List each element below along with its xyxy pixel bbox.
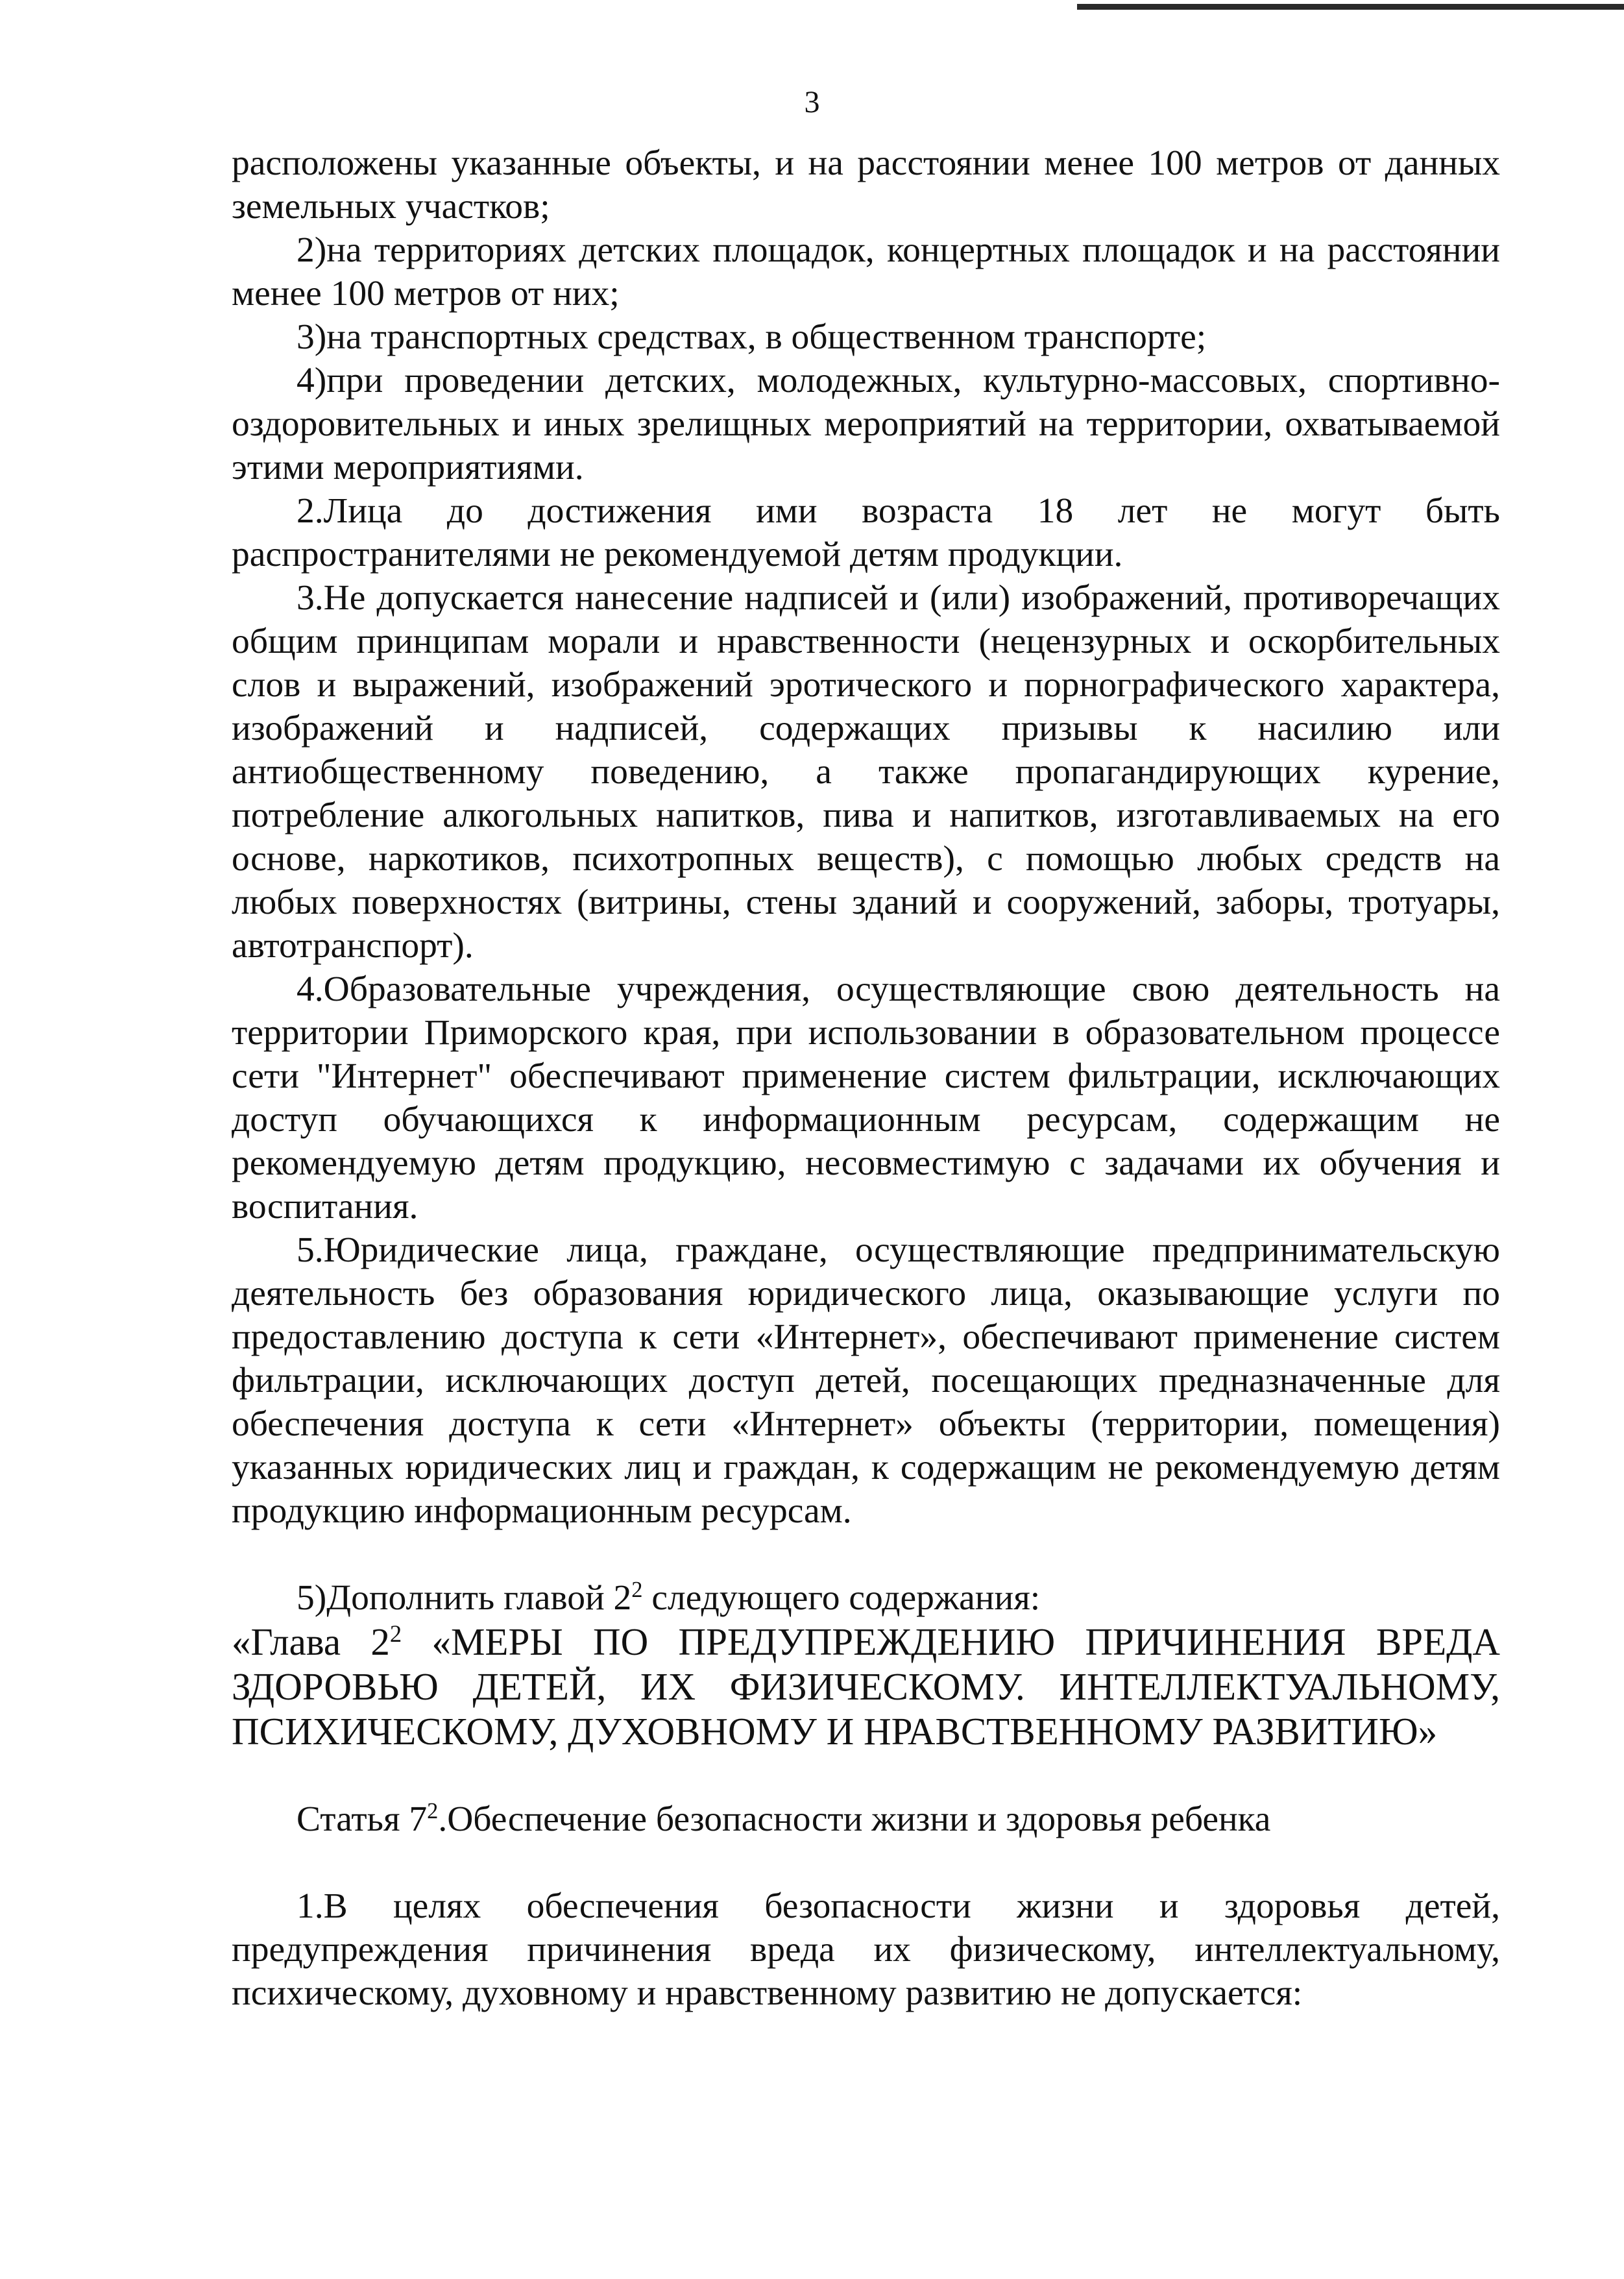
clause-2: 2.Лица до достижения ими возраста 18 лет не могут быть распространителями не рекомендуемой детям продукции.	[232, 491, 1500, 574]
chapter-superscript: 2	[389, 1620, 402, 1647]
article-prefix: Статья 7	[297, 1799, 428, 1839]
list-item-3: 3)на транспортных средствах, в общественном транспорте;	[297, 317, 1207, 357]
article-clause-1: 1.В целях обеспечения безопасности жизни и здоровья детей, предупреждения причинения вреда их физическому, интеллектуальному, психическому, духовному и нравственному развитию не допускается:	[232, 1886, 1500, 2013]
article-heading	[232, 1798, 1500, 1841]
scan-edge-line	[1077, 4, 1624, 10]
list-item-4: 4)при проведении детских, молодежных, культурно-массовых, спортивно-оздоровительных и иных зрелищных мероприятий на территории, охватываемой этими мероприятиями.	[232, 361, 1500, 487]
paragraph-continuation: расположены указанные объекты, и на расстоянии менее 100 метров от данных земельных участков;	[232, 143, 1500, 226]
amendment-prefix: 5)Дополнить главой 2	[297, 1578, 632, 1618]
chapter-title	[232, 1620, 1500, 1754]
clause-3: 3.Не допускается нанесение надписей и (или) изображений, противоречащих общим принципам морали и нравственности (нецензурных и оскорбительных слов и выражений, изображений эротического и порнографического характера, изображений и надписей, содержащих призывы к насилию или антиобщественному поведению, а также пропагандирующих курение, потребление алкогольных напитков, пива и напитков, изготавливаемых на его основе, наркотиков, психотропных веществ), с помощью любых средств на любых поверхностях (витрины, стены зданий и сооружений, заборы, тротуары, автотранспорт).	[232, 578, 1500, 966]
amendment-suffix: следующего содержания:	[642, 1578, 1041, 1618]
chapter-prefix: «Глава 2	[232, 1620, 390, 1663]
clause-5: 5.Юридические лица, граждане, осуществляющие предпринимательскую деятельность без образования юридического лица, оказывающие услуги по предоставлению доступа к сети «Интернет», обеспечивают применение систем фильтрации, исключающих доступ детей, посещающих предназначенные для обеспечения доступа к сети «Интернет» объекты (территории, помещения) указанных юридических лиц и граждан, к содержащим не рекомендуемую детям продукцию информационным ресурсам.	[232, 1230, 1500, 1531]
clause-4: 4.Образовательные учреждения, осуществляющие свою деятельность на территории Приморского края, при использовании в образовательном процессе сети "Интернет" обеспечивают применение систем фильтрации, исключающих доступ обучающихся к информационным ресурсам, содержащим не рекомендуемую детям продукцию, несовместимую с задачами их обучения и воспитания.	[232, 969, 1500, 1226]
chapter-title-text: «МЕРЫ ПО ПРЕДУПРЕЖДЕНИЮ ПРИЧИНЕНИЯ ВРЕДА ЗДОРОВЬЮ ДЕТЕЙ, ИХ ФИЗИЧЕСКОМУ. ИНТЕЛЛЕКТУАЛЬНОМУ, ПСИХИЧЕСКОМУ, ДУХОВНОМУ И НРАВСТВЕННОМУ РАЗВИТИЮ»	[232, 1620, 1500, 1753]
page-number: 3	[804, 85, 820, 119]
document-body	[232, 141, 1500, 2015]
article-title-text: .Обеспечение безопасности жизни и здоровья ребенка	[438, 1799, 1271, 1839]
list-item-2: 2)на территориях детских площадок, концертных площадок и на расстоянии менее 100 метров от них;	[232, 230, 1500, 313]
amendment-superscript: 2	[631, 1578, 643, 1603]
article-superscript: 2	[427, 1799, 439, 1824]
amendment-line	[232, 1576, 1500, 1620]
